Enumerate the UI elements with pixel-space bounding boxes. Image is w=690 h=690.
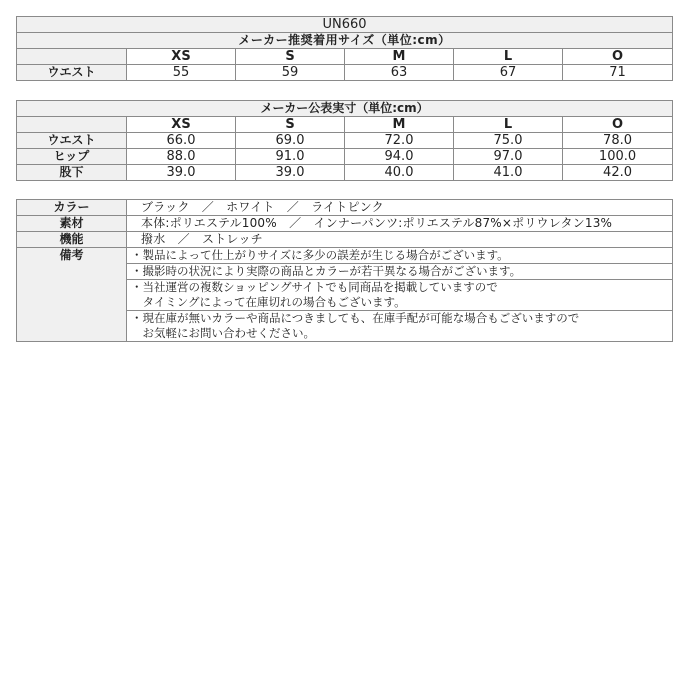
note-line: お気軽にお問い合わせください。 — [131, 326, 315, 340]
detail-label: 素材 — [17, 216, 127, 232]
size-header: XS — [127, 49, 236, 65]
recommended-size-table — [16, 16, 673, 81]
product-details-table — [16, 199, 673, 342]
table-cell: 55 — [127, 65, 236, 81]
size-header: O — [563, 117, 673, 133]
table-cell: 42.0 — [563, 165, 673, 181]
table-cell: 41.0 — [454, 165, 563, 181]
size-header: S — [236, 117, 345, 133]
table-cell: 94.0 — [345, 149, 454, 165]
size-header: M — [345, 117, 454, 133]
table-cell: 66.0 — [127, 133, 236, 149]
table-cell: 71 — [563, 65, 673, 81]
detail-row-function — [17, 232, 673, 248]
table-row — [17, 65, 673, 81]
table-cell: 63 — [345, 65, 454, 81]
note-line: ・製品によって仕上がりサイズに多少の誤差が生じる場合がございます。 — [131, 248, 509, 262]
product-code: UN660 — [17, 17, 673, 33]
recommended-size-title: メーカー推奨着用サイズ（単位:cm） — [17, 33, 673, 49]
note-item — [127, 311, 673, 342]
color-value: ブラック ／ ホワイト ／ ライトピンク — [127, 200, 673, 216]
table-cell: 39.0 — [127, 165, 236, 181]
detail-row-color — [17, 200, 673, 216]
note-item — [127, 248, 673, 264]
table-cell: 72.0 — [345, 133, 454, 149]
note-line: タイミングによって在庫切れの場合もございます。 — [131, 295, 406, 309]
corner-cell — [17, 117, 127, 133]
detail-label: カラー — [17, 200, 127, 216]
size-header: S — [236, 49, 345, 65]
table-cell: 91.0 — [236, 149, 345, 165]
size-header: M — [345, 49, 454, 65]
size-header: L — [454, 117, 563, 133]
row-label: 股下 — [17, 165, 127, 181]
row-label: ウエスト — [17, 65, 127, 81]
table-cell: 59 — [236, 65, 345, 81]
table-row — [17, 165, 673, 181]
actual-size-title: メーカー公表実寸（単位:cm） — [17, 101, 673, 117]
function-value: 撥水 ／ ストレッチ — [127, 232, 673, 248]
size-header-row — [17, 49, 673, 65]
table-cell: 69.0 — [236, 133, 345, 149]
row-label: ヒップ — [17, 149, 127, 165]
table-cell: 67 — [454, 65, 563, 81]
table-cell: 97.0 — [454, 149, 563, 165]
table-cell: 100.0 — [563, 149, 673, 165]
note-line: ・当社運営の複数ショッピングサイトでも同商品を掲載していますので — [131, 280, 498, 294]
size-header-row — [17, 117, 673, 133]
table-cell: 78.0 — [563, 133, 673, 149]
table-cell: 75.0 — [454, 133, 563, 149]
table-row — [17, 149, 673, 165]
detail-label: 備考 — [17, 248, 127, 342]
size-header: XS — [127, 117, 236, 133]
actual-size-table — [16, 100, 673, 181]
material-value: 本体:ポリエステル100% ／ インナーパンツ:ポリエステル87%×ポリウレタン13% — [127, 216, 673, 232]
size-header: O — [563, 49, 673, 65]
detail-label: 機能 — [17, 232, 127, 248]
note-item — [127, 264, 673, 280]
table-cell: 88.0 — [127, 149, 236, 165]
row-label: ウエスト — [17, 133, 127, 149]
table-cell: 40.0 — [345, 165, 454, 181]
detail-row-notes — [17, 248, 673, 264]
corner-cell — [17, 49, 127, 65]
size-header: L — [454, 49, 563, 65]
note-line: ・現在庫が無いカラーや商品につきましても、在庫手配が可能な場合もございますので — [131, 311, 580, 325]
detail-row-material — [17, 216, 673, 232]
table-row — [17, 133, 673, 149]
table-cell: 39.0 — [236, 165, 345, 181]
note-item — [127, 280, 673, 311]
note-line: ・撮影時の状況により実際の商品とカラーが若干異なる場合がございます。 — [131, 264, 522, 278]
